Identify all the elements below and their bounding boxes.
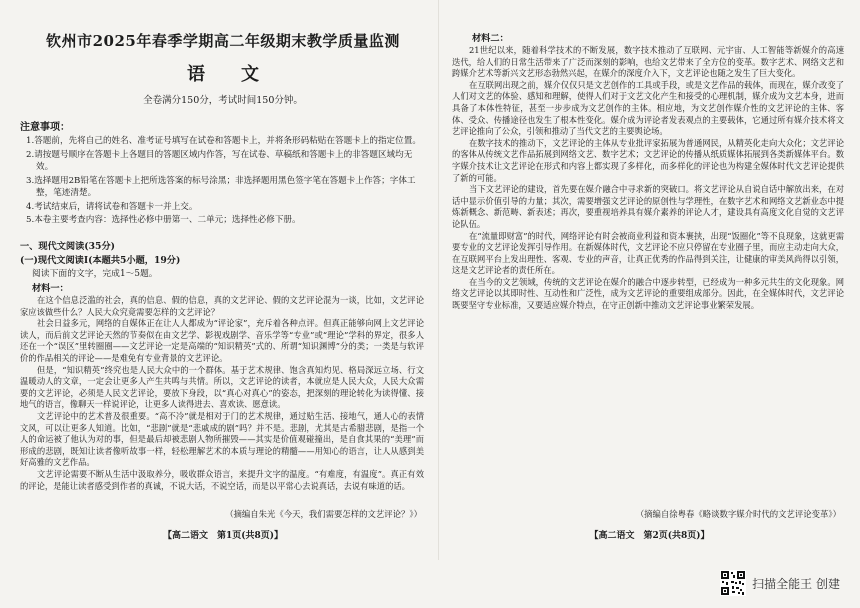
notice-item: 1.答题前，先将自己的姓名、准考证号填写在试卷和答题卡上，并将条形码粘贴在答题卡上的指定位置。 <box>26 136 421 146</box>
paragraph: 在“流量即财富”的时代，网络评论有时会被商业利益和资本裹挟，出现“饭圈化”等不良现象，这就更需要专业的文艺评论发挥引导作用。在新媒体时代，文艺评论不应只停留在专业圈子里，而应主动走向大众，在互联网平台上发出理性、客观、专业的声音，让真正优秀的作品得到关注，让健康的审美风尚得以引领，这是文艺评论者的责任所在。 <box>452 230 844 276</box>
subsection-heading: (一)现代文阅读Ⅰ(本题共5小题，19分) <box>20 255 181 266</box>
paragraph: 但是，“知识精英”终究也是人民大众中的一个群体。基于艺术规律、饱含真知灼见、格局深远立场、行文温暖动人的文章，一定会让更多人产生共鸣与共情。所以，文艺评论的读者，本就应是人民大众，人民大众需要的文艺评论，必须是人民文艺评论，要放下身段，以“真心对真心”的姿态，把深刻的理论转化为读得懂、接地气的语言，像聊天一样说评论，让更多人读得进去、喜欢读、愿意读。 <box>20 364 424 410</box>
page-footer: 【高二语文 第1页(共8页)】 <box>162 531 284 541</box>
notice-list <box>26 135 421 228</box>
paragraph: 在数字技术的推动下，文艺评论的主体从专业批评家拓展为普通网民，从精英化走向大众化；文艺评论的客体从传统文艺作品拓展到网络文艺、数字艺术；文艺评论的传播从纸质媒体拓展到各类新媒体平台。数字媒介技术让文艺评论在形式和内容上都实现了多样化，而多样化的评论也为构建全媒体时代文艺评论提供了新的可能。 <box>452 137 844 183</box>
material-two-body <box>452 45 844 503</box>
score-line: 全卷满分150分，考试时间150分钟。 <box>143 95 303 106</box>
paragraph: 社会日益多元，网络的自媒体正在让人人都成为“评论家”，充斥着各种点评。但真正能够向网上文艺评论读人，而后前文艺评论天然的节奏似在由文艺学、影视戏剧学、音乐学等“专业”或“理论”学科的界定，很多人还在一个“误区”里转圈圈——文艺评论一定是高端的“知识精英”式的、所谓“知识渊博”分的类；一类是与软评价的作品相关的评论——是难免有专业背景的文艺评论。 <box>20 318 424 363</box>
reading-instruction: 阅读下面的文字，完成1～5题。 <box>32 269 158 279</box>
page-fold <box>438 0 439 560</box>
subject-title: 语文 <box>187 64 295 85</box>
material-two-label: 材料二： <box>472 33 509 44</box>
qr-code-icon <box>720 570 746 596</box>
notice-heading: 注意事项： <box>20 122 70 133</box>
notice-item: 3.选择题用2B铅笔在答题卡上把所选答案的标号涂黑；非选择题用黑色签字笔在答题卡上作答；字体工整，笔迹清楚。 <box>26 175 416 198</box>
material-one-body <box>20 295 424 507</box>
notice-item: 2.请按题号顺序在答题卡上各题目的答题区域内作答，写在试卷、草稿纸和答题卡上的非答题区域均无效。 <box>26 149 413 172</box>
paragraph: 当下文艺评论的建设，首先要在媒介融合中寻求新的突破口。将文艺评论从自说自话中解放出来，在对话中显示价值引导的力量；其次，需要增强文艺评论的原创性与学理性，在数字艺术和网络文艺新业态中提炼新概念、新范畴、新表述；再次，要重视培养具有媒介素养的评论人才，建设具有高度文化自觉的文艺评论队伍。 <box>452 184 844 229</box>
paragraph: 21世纪以来，随着科学技术的不断发展，数字技术推动了互联网、元宇宙、人工智能等新媒介的高速迭代，给人们的日常生活带来了广泛而深刻的影响，也给文艺带来了全方位的变革。数字艺术、网络文艺和跨媒介艺术等新兴文艺形态勃然兴起，在媒介的深度介入下，文艺评论也随之发生了巨大变化。 <box>452 45 844 79</box>
exam-page-left <box>18 0 428 560</box>
page-footer: 【高二语文 第2页(共8页)】 <box>589 531 710 541</box>
paragraph: 文艺评论需要不断从生活中汲取养分，吸收群众语言，来提升文字的温度。“有难度，有温度”。真正有效的评论，是能让读者感受到作者的真诚，不说大话，不说空话，而是以平常心去说真话，去说有味道的话。 <box>20 468 424 491</box>
scanner-watermark <box>720 570 840 596</box>
exam-title: 钦州市2025年春季学期高二年级期末教学质量监测 <box>46 32 400 50</box>
material-one-label: 材料一： <box>32 283 69 294</box>
exam-page-right <box>452 0 847 560</box>
section-heading: 一、现代文阅读(35分) <box>20 241 115 252</box>
notice-item: 5.本卷主要考查内容：选择性必修中册第一、二单元；选择性必修下册。 <box>26 215 301 225</box>
source-citation: （摘编自朱光《今天，我们需要怎样的文艺评论？》） <box>225 509 422 519</box>
paragraph: 在当今的文艺领域，传统的文艺评论在媒介的融合中逐步转型，已经成为一种多元共生的文化现象。网络文艺评论以其即时性、互动性和广泛性，成为文艺评论的重要组成部分。因此，在全媒体时代，文艺评论既要坚守专业标准，又要适应媒介特点，在守正创新中推动文艺评论事业繁荣发展。 <box>452 276 844 311</box>
paragraph: 在互联网出现之前，媒介仅仅只是文艺创作的工具或手段，或是文艺作品的载体，而现在，媒介改变了人们对文艺的体验、感知和理解，使得人们对于文艺文化产生和接受的心理机制，媒介成为文艺本身，进而具备了本体性特征，甚至一步步成为文艺创作的主体。相应地，为文艺创作媒介性的文艺评论的主体、客体、受众、传播途径也发生了根本性变化。媒介成为评论者发表观点的主要载体，它通过所有媒介技术将文艺评论推向了公众，引领和推动了当代文艺的主要舆论场。 <box>452 79 844 137</box>
watermark-text: 扫描全能王 创建 <box>752 576 840 591</box>
source-citation: （摘编自徐粤春《略谈数字媒介时代的文艺评论变革》） <box>635 509 841 519</box>
paragraph: 文艺评论中的艺术普及很重要。“高不冷”就是相对于门的艺术规律，通过贴生活、接地气，通人心的表情文风，可以让更多人知道。比如，“悲剧”就是“悲戚成的剧”吗？并不是。悲剧，尤其是古希腊悲剧，是指一个人的命运被了他认为对的事，但是最后却被悲剧人物所摧毁——其实是价值观碰撞出，是自食其果的“美理”而形成的悲剧，既知让读者像听故事一样，轻松理解艺术的本质与理论的精髓——用知心的语言，让人从感到美好高雅的文艺作品。 <box>20 410 424 468</box>
notice-item: 4.考试结束后，请将试卷和答题卡一并上交。 <box>26 201 198 212</box>
paragraph: 在这个信息泛滥的社会，真的信息、假的信息，真的文艺评论、假的文艺评论混为一谈，比如，文艺评论家应该做些什么？人民大众究竟需要怎样的文艺评论？ <box>20 295 424 317</box>
